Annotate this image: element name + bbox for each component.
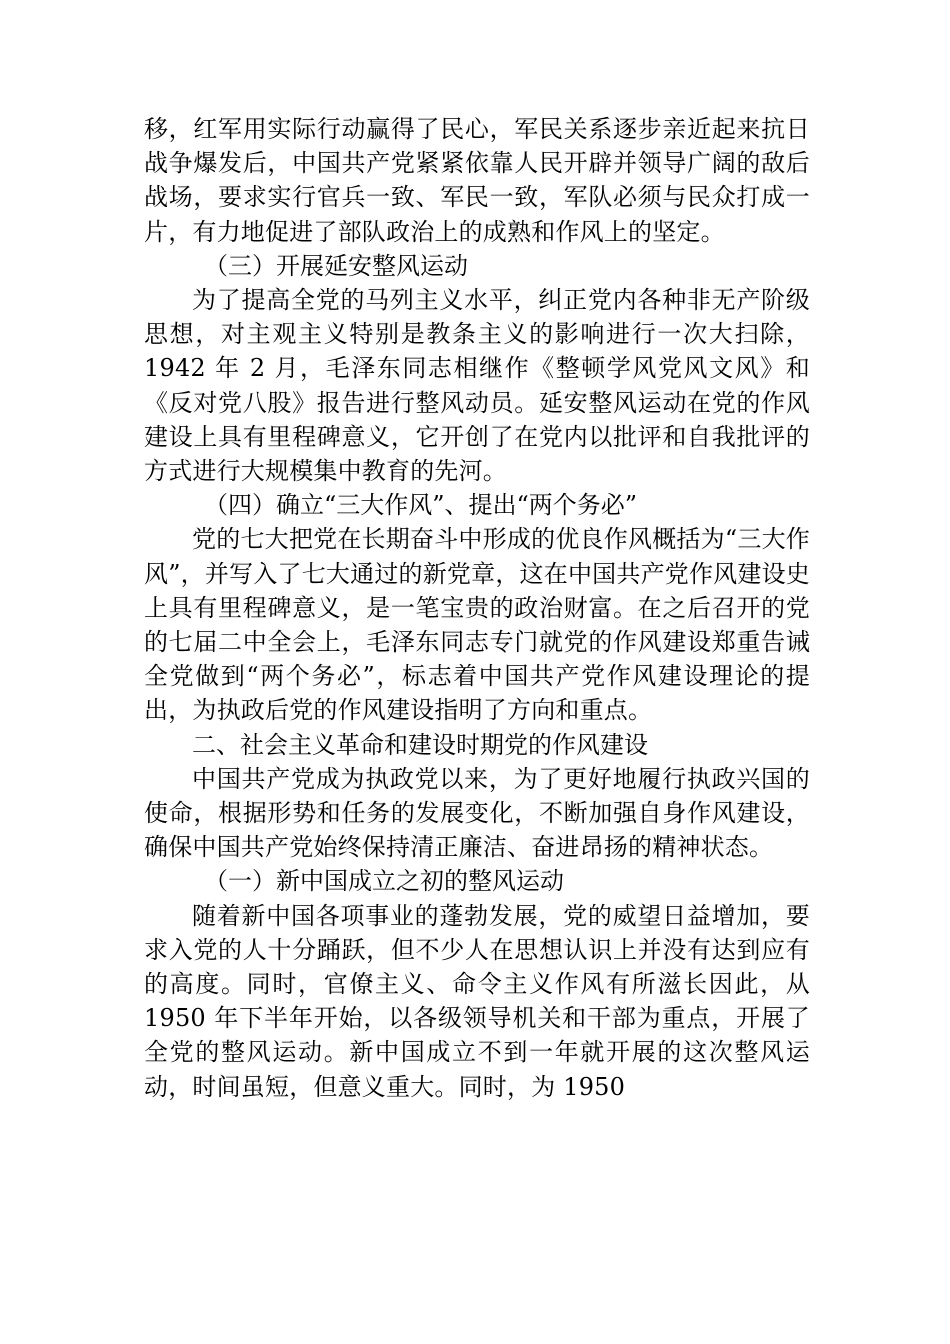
section-heading-4: （四）确立“三大作风”、提出“两个务必” xyxy=(204,491,638,520)
body-paragraph-sanda-zuofeng: 党的七大把党在长期奋斗中形成的优良作风概括为“三大作风”，并写入了七大通过的新党章，这在中国共产党作风建设史上具有里程碑意义，是一笔宝贵的政治财富。在之后召开的党的七届二中全会上，毛泽东同志专门就党的作风建设郑重告诫全党做到“两个务必”，标志着中国共产党作风建设理论的提出，为执政后党的作风建设指明了方向和重点。 xyxy=(144,525,810,725)
chapter-heading-2: 二、社会主义革命和建设时期党的作风建设 xyxy=(192,730,648,759)
body-paragraph-zhengfeng: 随着新中国各项事业的蓬勃发展，党的威望日益增加，要求入党的人十分踊跃，但不少人在思想认识上并没有达到应有的高度。同时，官僚主义、命令主义作风有所滋长因此，从 1950 年下半年开始，以各级领导机关和干部为重点，开展了全党的整风运动。新中国成立不到一年就开展的这次整风运动，时间虽短，但意义重大。同时，为 1950 xyxy=(144,901,810,1101)
section-heading-1: （一）新中国成立之初的整风运动 xyxy=(204,867,564,896)
body-paragraph-zhizheng: 中国共产党成为执政党以来，为了更好地履行执政兴国的使命，根据形势和任务的发展变化，不断加强自身作风建设，确保中国共产党始终保持清正廉洁、奋进昂扬的精神状态。 xyxy=(144,764,810,862)
document-page xyxy=(144,112,810,1104)
body-paragraph-continuation: 移，红军用实际行动赢得了民心，军民关系逐步亲近起来抗日战争爆发后，中国共产党紧紧依靠人民开辟并领导广阔的敌后战场，要求实行官兵一致、军民一致，军队必须与民众打成一片，有力地促进了部队政治上的成熟和作风上的坚定。 xyxy=(144,115,810,246)
section-heading-3: （三）开展延安整风运动 xyxy=(204,251,468,280)
body-paragraph-yanan: 为了提高全党的马列主义水平，纠正党内各种非无产阶级思想，对主观主义特别是教条主义的影响进行一次大扫除，1942 年 2 月，毛泽东同志相继作《整顿学风党风文风》和《反对党八股》报告进行整风动员。延安整风运动在党的作风建设上具有里程碑意义，它开创了在党内以批评和自我批评的方式进行大规模集中教育的先河。 xyxy=(144,286,810,486)
